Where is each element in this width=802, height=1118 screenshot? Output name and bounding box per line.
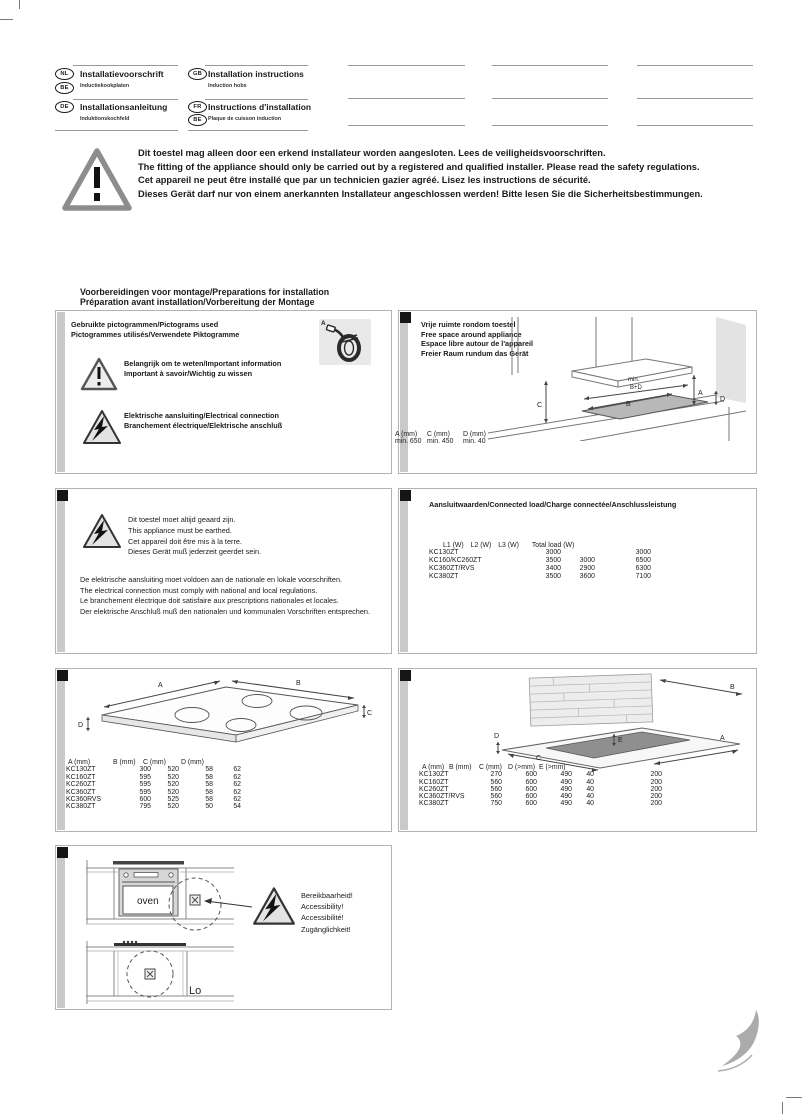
- cable-figure-label: A: [321, 320, 326, 327]
- cutout-label-b: B: [730, 684, 735, 691]
- free-space-label-a: A: [698, 390, 703, 397]
- table-row: [395, 438, 486, 445]
- table-cell: 3400: [545, 565, 561, 572]
- section-heading-line2: Préparation avant installation/Vorbereitung der Montage: [80, 297, 315, 307]
- warning-triangle-icon: [62, 147, 132, 211]
- table-cell: 560: [490, 778, 502, 786]
- table-row: [419, 793, 662, 800]
- important-info-text: [124, 359, 281, 378]
- table-row: [429, 573, 651, 581]
- cutout-dimensions-table-header: [419, 764, 662, 771]
- important-info-line: Belangrijk om te weten/Important information: [124, 359, 282, 368]
- panel-accessibility: [55, 845, 392, 1010]
- header-rule: [492, 65, 608, 66]
- language-badge-fr: FR: [188, 101, 207, 113]
- earthing-paragraph-line: Der elektrische Anschluß muß den nationalen und kommunalen Vorschriften entsprechen.: [80, 606, 371, 616]
- earthing-paragraph: [80, 575, 370, 617]
- earthing-paragraph-line: The electrical connection must comply with national and local regulations.: [80, 585, 318, 595]
- table-cell: [561, 549, 595, 557]
- mains-cable-figure: [319, 319, 371, 365]
- electrical-warning-triangle-icon: [82, 513, 122, 549]
- accessibility-line: Bereikbaarheid!: [301, 891, 353, 900]
- table-cell: 40: [586, 785, 594, 793]
- table-cell: min. 450: [427, 438, 454, 446]
- safety-warning-line: Cet appareil ne peut être installé que par un technicien gazier agréé. Lisez les instructions de sécurité.: [138, 175, 591, 186]
- cutout-dimensions-table: [419, 764, 662, 807]
- table-row: [66, 774, 241, 781]
- table-cell: 58: [205, 766, 213, 774]
- col-header: A (mm): [68, 759, 91, 766]
- table-cell: 6500: [635, 557, 651, 565]
- header-rule: [73, 99, 178, 100]
- panel-free-space: [395, 310, 757, 474]
- col-header: A (mm): [422, 764, 445, 771]
- hob-dimensions-diagram: [74, 675, 374, 761]
- free-space-label-d: D: [720, 396, 726, 403]
- header-subtitle-gb: Induction hobs: [208, 83, 247, 89]
- panel-marker-square: [57, 670, 68, 681]
- electrical-connection-line: Branchement électrique/Elektrische anschluß: [124, 420, 283, 430]
- table-cell: 595: [139, 773, 151, 781]
- table-cell: 200: [650, 800, 662, 808]
- table-cell: KC360ZT/RVS: [429, 565, 475, 572]
- table-cell: 795: [139, 803, 151, 811]
- header-rule: [348, 125, 465, 126]
- table-cell: KC160ZT: [66, 773, 96, 781]
- panel-connected-load: [398, 488, 757, 654]
- free-space-table-header: [395, 431, 486, 438]
- language-badge-be2: BE: [188, 114, 207, 126]
- table-cell: 62: [233, 766, 241, 774]
- table-cell: 560: [490, 793, 502, 801]
- col-header: D (mm): [463, 431, 486, 438]
- header-subtitle-de: Induktionskochfeld: [80, 116, 130, 122]
- table-cell: KC380ZT: [419, 800, 449, 808]
- table-cell: 58: [205, 796, 213, 804]
- header-subtitle-nl: Inductiekookplaten: [80, 83, 130, 89]
- table-cell: 600: [525, 793, 537, 801]
- table-cell: 520: [167, 773, 179, 781]
- table-row: [419, 779, 662, 786]
- table-row: [66, 789, 241, 796]
- panel-marker-square: [400, 490, 411, 501]
- table-cell: 490: [560, 785, 572, 793]
- col-header: L2 (W): [470, 542, 492, 549]
- connected-load-table-rows: [429, 549, 651, 580]
- cutout-label-e: E: [618, 737, 623, 744]
- safety-warning-line: The fitting of the appliance should only be carried out by a registered and qualified installer. Please read the safety regulations.: [138, 161, 700, 172]
- accessibility-line: Zugänglichkeit!: [301, 924, 351, 934]
- table-cell: KC360ZT: [66, 788, 96, 796]
- language-badge-gb: GB: [188, 68, 207, 80]
- crop-mark-bottom-right-horizontal: [786, 1097, 802, 1098]
- header-rule: [205, 65, 308, 66]
- table-cell: KC260ZT: [419, 785, 449, 793]
- cutout-label-d: D: [494, 733, 500, 740]
- table-cell: 62: [233, 788, 241, 796]
- table-cell: 62: [233, 773, 241, 781]
- free-space-heading-line: Freier Raum rundum das Gerät: [421, 348, 529, 358]
- pictograms-heading-line: Pictogrammes utilisés/Verwendete Piktogramme: [71, 329, 240, 339]
- table-cell: 560: [490, 785, 502, 793]
- table-cell: 2900: [579, 565, 595, 572]
- header-title-fr: Instructions d'installation: [208, 102, 312, 112]
- crop-mark-bottom-right-vertical: [782, 1102, 783, 1114]
- cutout-label-c: C: [536, 755, 542, 762]
- table-cell: 58: [205, 781, 213, 789]
- panel-marker-square: [57, 490, 68, 501]
- accessibility-line: Accessibilité!: [301, 913, 344, 923]
- header-rule: [492, 125, 608, 126]
- table-row: [429, 557, 651, 565]
- header-title-nl: Installatievoorschrift: [80, 69, 164, 79]
- table-cell: 600: [139, 796, 151, 804]
- table-cell: 490: [560, 800, 572, 808]
- hob-label-a: A: [158, 682, 163, 689]
- free-space-heading-line: Espace libre autour de l'appareil: [421, 339, 534, 348]
- table-cell: 58: [205, 773, 213, 781]
- table-cell: 3000: [579, 557, 595, 565]
- accessibility-line: Accessibility!: [301, 902, 344, 912]
- col-header: C (mm): [479, 764, 502, 771]
- col-header: L1 (W): [443, 542, 464, 549]
- important-info-line: Important à savoir/Wichtig zu wissen: [124, 368, 253, 378]
- panel-side-bar: [400, 312, 408, 472]
- hob-label-b: B: [296, 680, 301, 687]
- col-header: Total load (W): [531, 542, 575, 549]
- table-cell: 490: [560, 771, 572, 779]
- table-cell: 600: [525, 778, 537, 786]
- panel-marker-square: [400, 670, 411, 681]
- free-space-table: [395, 431, 486, 446]
- cable-icon: [319, 319, 371, 365]
- earthing-paragraph-line: Le branchement électrique doit satisfaire aux prescriptions nationales et locales.: [80, 596, 339, 606]
- table-cell: 3600: [579, 572, 595, 580]
- section-heading: [80, 287, 329, 307]
- diagram-caption: Lo: [189, 985, 202, 997]
- header-subtitle-fr: Plaque de cuisson induction: [208, 116, 282, 122]
- free-space-label-min: min.: [628, 377, 640, 383]
- col-header: L3 (W): [498, 542, 519, 549]
- table-cell: KC360RVS: [66, 796, 102, 804]
- table-cell: KC360ZT/RVS: [419, 793, 465, 801]
- cutout-label-a: A: [720, 735, 725, 742]
- table-row: [429, 565, 651, 573]
- table-cell: KC130ZT: [419, 771, 449, 779]
- hob-dimensions-table: [66, 759, 241, 811]
- table-cell: 600: [525, 800, 537, 808]
- table-cell: min. 40: [463, 438, 486, 446]
- electrical-connection-line: Elektrische aansluiting/Electrical connection: [124, 411, 279, 420]
- table-cell: 490: [560, 778, 572, 786]
- table-cell: 200: [650, 785, 662, 793]
- free-space-diagram: [484, 315, 756, 441]
- header-rule: [492, 98, 608, 99]
- connected-load-table-header: [429, 542, 651, 549]
- safety-warning-line: Dit toestel mag alleen door een erkend installateur worden aangesloten. Lees de veiligheidsvoorschriften.: [138, 148, 606, 158]
- language-badge-de: DE: [55, 101, 74, 113]
- cutout-dimensions-table-rows: [419, 771, 662, 807]
- table-cell: 40: [586, 800, 594, 808]
- panel-pictograms: [55, 310, 392, 474]
- panel-cutout-dimensions: [398, 668, 757, 832]
- pictograms-heading-line: Gebruikte pictogrammen/Pictograms used: [71, 320, 219, 329]
- table-cell: 200: [650, 793, 662, 801]
- table-cell: 200: [650, 778, 662, 786]
- table-row: [66, 796, 241, 803]
- table-cell: 40: [586, 771, 594, 779]
- table-cell: 3500: [545, 572, 561, 580]
- earthing-warning-line: This appliance must be earthed.: [128, 525, 232, 535]
- table-cell: 3000: [545, 549, 561, 557]
- col-header: A (mm): [395, 431, 418, 438]
- earthing-warning-line: Dit toestel moet altijd geaard zijn.: [128, 515, 236, 524]
- table-cell: 40: [586, 778, 594, 786]
- header-rule: [637, 98, 753, 99]
- panel-side-bar: [400, 490, 408, 652]
- cutout-diagram: [494, 672, 749, 772]
- header-rule: [637, 65, 753, 66]
- electrical-warning-triangle-icon: [82, 409, 122, 445]
- table-cell: 520: [167, 788, 179, 796]
- earthing-warning-line: Dieses Gerät muß jederzeit geerdet sein.: [128, 547, 262, 557]
- free-space-heading-line: Free space around appliance: [421, 329, 522, 339]
- header-rule: [348, 65, 465, 66]
- header-rule: [348, 98, 465, 99]
- table-cell: KC160/KC260ZT: [429, 557, 482, 565]
- table-cell: KC160ZT: [419, 778, 449, 786]
- free-space-label-b: B: [626, 401, 631, 408]
- important-info-triangle-icon: [80, 357, 118, 391]
- header-title-de: Installationsanleitung: [80, 102, 168, 112]
- table-cell: KC380ZT: [429, 572, 459, 580]
- brand-swoosh-logo: [718, 1008, 766, 1074]
- panel-side-bar: [57, 490, 65, 652]
- earthing-paragraph-line: De elektrische aansluiting moet voldoen aan de nationale en lokale voorschriften.: [80, 575, 343, 584]
- table-cell: 40: [586, 793, 594, 801]
- table-cell: 600: [525, 771, 537, 779]
- table-cell: 200: [650, 771, 662, 779]
- language-badge-nl: NL: [55, 68, 74, 80]
- col-header: B (mm): [449, 764, 472, 771]
- table-cell: 595: [139, 781, 151, 789]
- table-cell: 600: [525, 785, 537, 793]
- col-header: C (mm): [427, 431, 450, 438]
- col-header: D (mm): [181, 759, 204, 766]
- table-row: [429, 549, 651, 557]
- hob-dimensions-table-header: [66, 759, 241, 766]
- col-header: B (mm): [113, 759, 136, 766]
- electrical-connection-text: [124, 411, 282, 430]
- table-cell: KC130ZT: [66, 766, 96, 774]
- col-header: D (>mm): [508, 764, 535, 771]
- panel-earthing: [55, 488, 392, 654]
- table-row: [66, 781, 241, 788]
- safety-warning-line: Dieses Gerät darf nur von einem anerkannten Installateur angeschlossen werden! Bitte lesen Sie die Sicherheitsbestimmungen.: [138, 188, 703, 199]
- electrical-warning-triangle-icon: [252, 886, 296, 926]
- language-badge-be: BE: [55, 82, 74, 94]
- table-cell: KC380ZT: [66, 803, 96, 811]
- table-row: [419, 800, 662, 807]
- panel-side-bar: [57, 670, 65, 830]
- table-cell: 520: [167, 781, 179, 789]
- free-space-table-rows: [395, 438, 486, 445]
- hob-label-c: C: [367, 710, 373, 717]
- table-cell: 62: [233, 796, 241, 804]
- panel-side-bar: [57, 312, 65, 472]
- accessibility-text: [301, 890, 353, 935]
- crop-mark-top-left-vertical: [19, 0, 20, 9]
- table-cell: 520: [167, 803, 179, 811]
- connected-load-table: [429, 542, 651, 581]
- header-rule: [55, 130, 178, 131]
- table-cell: 520: [167, 766, 179, 774]
- table-cell: 750: [490, 800, 502, 808]
- free-space-heading-line: Vrije ruimte rondom toestel: [421, 320, 516, 329]
- earthing-warning-text: [128, 515, 261, 558]
- header-rule: [205, 99, 308, 100]
- col-header: E (>mm): [539, 764, 566, 771]
- table-row: [66, 766, 241, 773]
- table-cell: 6300: [635, 565, 651, 572]
- table-cell: 62: [233, 781, 241, 789]
- section-heading-line1: Voorbereidingen voor montage/Preparations for installation: [80, 287, 330, 297]
- earthing-warning-line: Cet appareil doit être mis à la terre.: [128, 536, 242, 546]
- header-title-gb: Installation instructions: [208, 69, 304, 79]
- col-header: C (mm): [143, 759, 166, 766]
- hob-label-d: D: [78, 722, 84, 729]
- oven-label: oven: [137, 896, 159, 907]
- table-cell: 50: [205, 803, 213, 811]
- table-cell: 595: [139, 788, 151, 796]
- header-rule: [637, 125, 753, 126]
- crop-mark-top-left-horizontal: [0, 19, 13, 20]
- panel-marker-square: [400, 312, 411, 323]
- table-cell: 3000: [635, 549, 651, 557]
- table-row: [419, 771, 662, 778]
- table-cell: KC130ZT: [429, 549, 459, 557]
- table-cell: 270: [490, 771, 502, 779]
- panel-hob-dimensions: [55, 668, 392, 832]
- table-cell: KC260ZT: [66, 781, 96, 789]
- table-cell: 58: [205, 788, 213, 796]
- table-cell: 525: [167, 796, 179, 804]
- free-space-label-c: C: [537, 402, 543, 409]
- table-cell: 490: [560, 793, 572, 801]
- header-rule: [188, 130, 308, 131]
- table-cell: 3500: [545, 557, 561, 565]
- table-cell: min. 650: [395, 438, 422, 446]
- free-space-label-bd: B+D: [630, 385, 642, 391]
- pictograms-heading: [71, 320, 239, 339]
- panel-side-bar: [400, 670, 408, 830]
- table-cell: 54: [233, 803, 241, 811]
- table-row: [66, 803, 241, 810]
- table-row: [419, 786, 662, 793]
- header-rule: [73, 65, 178, 66]
- table-cell: 7100: [635, 572, 651, 580]
- hob-dimensions-table-rows: [66, 766, 241, 810]
- connected-load-heading: Aansluitwaarden/Connected load/Charge connectée/Anschlussleistung: [429, 500, 677, 509]
- table-cell: 300: [139, 766, 151, 774]
